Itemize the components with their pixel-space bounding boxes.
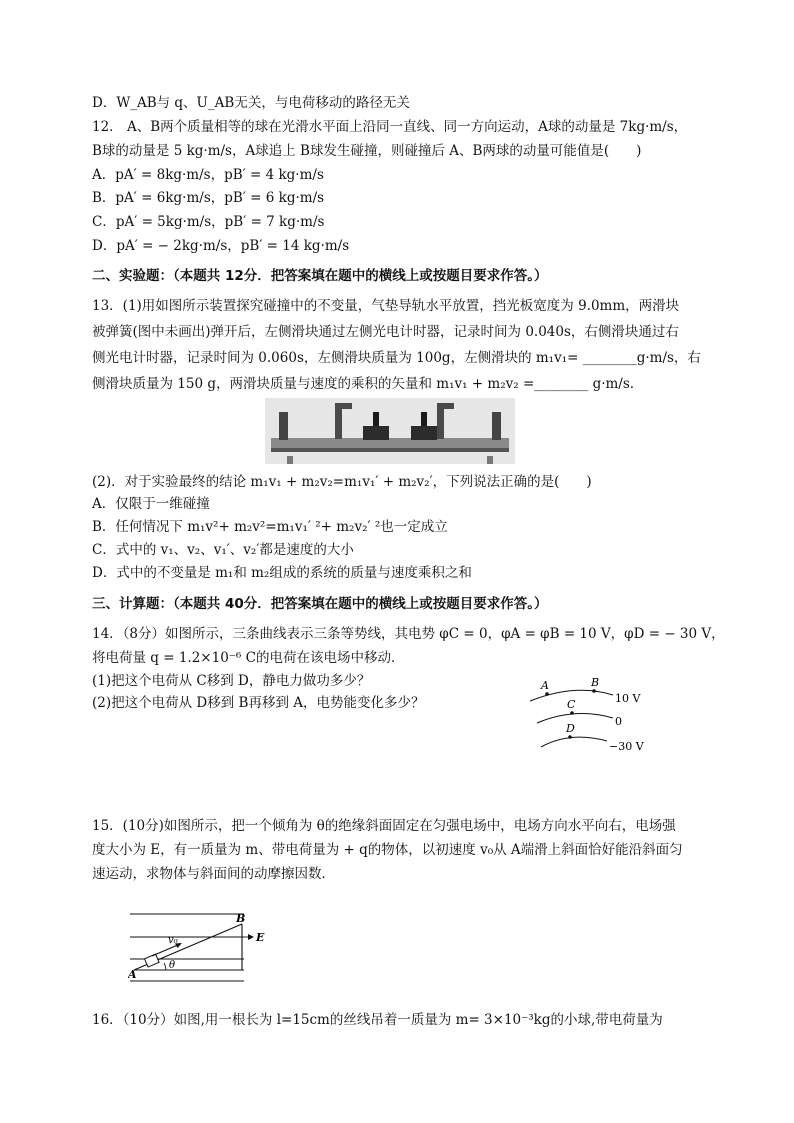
label-b: B xyxy=(236,912,246,925)
q12-option-c: C．pA′ = 5kg·m/s，pB′ = 7 kg·m/s xyxy=(92,214,325,230)
q13-part-2: (2)．对于实验最终的结论 m₁v₁ + m₂v₂=m₁v₁′ + m₂v₂′，下列说法正确的是( ) xyxy=(92,474,592,490)
q14-line-1: 14．（8分）如图所示，三条曲线表示三条等势线，其电势 φC = 0，φA = φB = 10 V，φD = − 30 V， xyxy=(92,626,725,642)
q13-option-b: B．任何情况下 m₁v²+ m₂v²=m₁v₁′ ²+ m₂v₂′ ²也一定成立 xyxy=(92,519,448,535)
incline-figure xyxy=(128,906,278,986)
label-b: B xyxy=(591,676,600,689)
label-a: A xyxy=(128,968,137,981)
q14-line-2: 将电荷量 q = 1.2×10⁻⁶ C的电荷在该电场中移动． xyxy=(92,650,405,666)
q15-line-2: 度大小为 E，有一质量为 m、带电荷量为 + q的物体，以初速度 v₀从 A端滑上斜面恰好能沿斜面匀 xyxy=(92,842,683,858)
q13-option-c: C．式中的 v₁、v₂、v₁′、v₂′都是速度的大小 xyxy=(92,542,354,558)
q15-line-1: 15．(10分)如图所示，把一个倾角为 θ的绝缘斜面固定在匀强电场中，电场方向水平向右，电场强 xyxy=(92,818,676,834)
q12-option-a: A．pA′ = 8kg·m/s，pB′ = 4 kg·m/s xyxy=(92,167,324,183)
q12-stem-line-1: 12． A、B两个质量相等的球在光滑水平面上沿同一直线、同一方向运动，A球的动量是 7kg·m/s， xyxy=(92,119,688,135)
q13-line-1: 13．(1)用如图所示装置探究碰撞中的不变量，气垫导轨水平放置，挡光板宽度为 9.0mm，两滑块 xyxy=(92,298,680,314)
q13-line-4: 侧滑块质量为 150 g，两滑块质量与速度的乘积的矢量和 m₁v₁ + m₂v₂ =________ g·m/s. xyxy=(92,376,635,392)
label-v0: v₀ xyxy=(168,935,178,946)
label-theta: θ xyxy=(169,960,176,971)
label-10v: 10 V xyxy=(615,692,641,705)
label-c: C xyxy=(567,698,576,711)
q14-line-4: (2)把这个电荷从 D移到 B再移到 A，电势能变化多少？ xyxy=(92,695,425,711)
q15-line-3: 速运动，求物体与斜面间的动摩擦因数． xyxy=(92,866,335,882)
q14-line-3: (1)把这个电荷从 C移到 D，静电力做功多少？ xyxy=(92,673,371,689)
label-a: A xyxy=(541,679,549,692)
q13-option-d: D．式中的不变量是 m₁和 m₂组成的系统的质量与速度乘积之和 xyxy=(92,565,472,581)
q12-stem-line-2: B球的动量是 5 kg·m/s，A球追上 B球发生碰撞，则碰撞后 A、B两球的动量可能值是( ) xyxy=(92,143,642,159)
q13-line-3: 侧光电计时器，记录时间为 0.060s，左侧滑块质量为 100g，左侧滑块的 m₁v₁= ________g·m/s，右 xyxy=(92,350,701,366)
label-0v: 0 xyxy=(615,715,622,728)
q12-option-d: D．pA′ = − 2kg·m/s，pB′ = 14 kg·m/s xyxy=(92,238,350,254)
q11-option-d: D．W_AB与 q、U_AB无关，与电荷移动的路径无关 xyxy=(92,95,410,111)
label-d: D xyxy=(566,722,575,735)
equipotential-figure xyxy=(525,673,675,755)
section-2-title: 二、实验题：（本题共 12分．把答案填在题中的横线上或按题目要求作答。） xyxy=(92,268,548,284)
q16-line-1: 16．（10分）如图,用一根长为 l=15cm的丝线吊着一质量为 m= 3×10⁻³kg的小球,带电荷量为 xyxy=(92,1012,663,1028)
label-minus30v: −30 V xyxy=(609,740,644,753)
section-3-title: 三、计算题：（本题共 40分．把答案填在题中的横线上或按题目要求作答。） xyxy=(92,596,548,612)
q12-option-b: B．pA′ = 6kg·m/s，pB′ = 6 kg·m/s xyxy=(92,190,325,206)
q13-option-a: A．仅限于一维碰撞 xyxy=(92,496,210,512)
air-track-figure xyxy=(265,398,515,464)
label-e: E xyxy=(256,931,265,944)
q13-line-2: 被弹簧(图中未画出)弹开后，左侧滑块通过左侧光电计时器，记录时间为 0.040s，右侧滑块通过右 xyxy=(92,324,679,340)
